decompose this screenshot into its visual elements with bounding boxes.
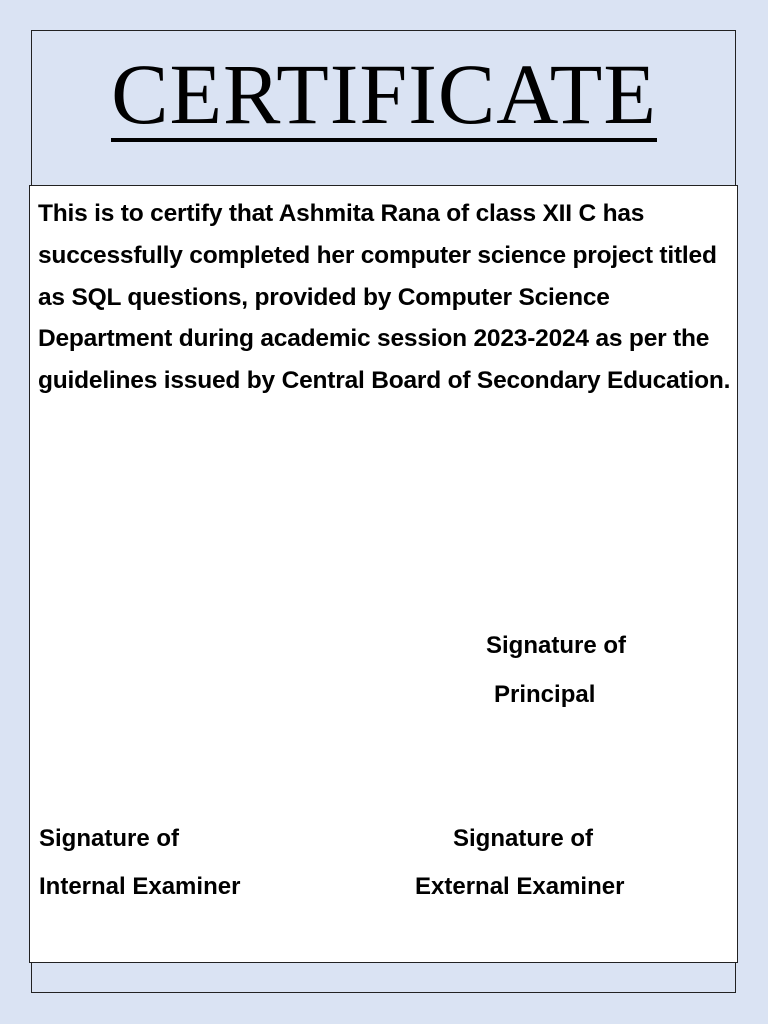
internal-examiner-signature-role: Internal Examiner (39, 873, 241, 900)
certificate-body-text: This is to certify that Ashmita Rana of class XII C has successfully completed her computer science project titled as SQL questions, provided by Computer Science Department during academic session 2023-2024 as per the guidelines issued by Central Board of Secondary Education. (38, 200, 731, 395)
principal-signature-role: Principal (494, 681, 596, 708)
external-examiner-signature-label: Signature of (453, 825, 594, 852)
external-examiner-signature-role: External Examiner (415, 873, 625, 900)
principal-signature-label: Signature of (486, 632, 627, 659)
certificate-title-heading (0, 44, 768, 144)
internal-examiner-signature-label: Signature of (39, 825, 180, 852)
certificate-title: CERTIFICATE (111, 46, 657, 142)
